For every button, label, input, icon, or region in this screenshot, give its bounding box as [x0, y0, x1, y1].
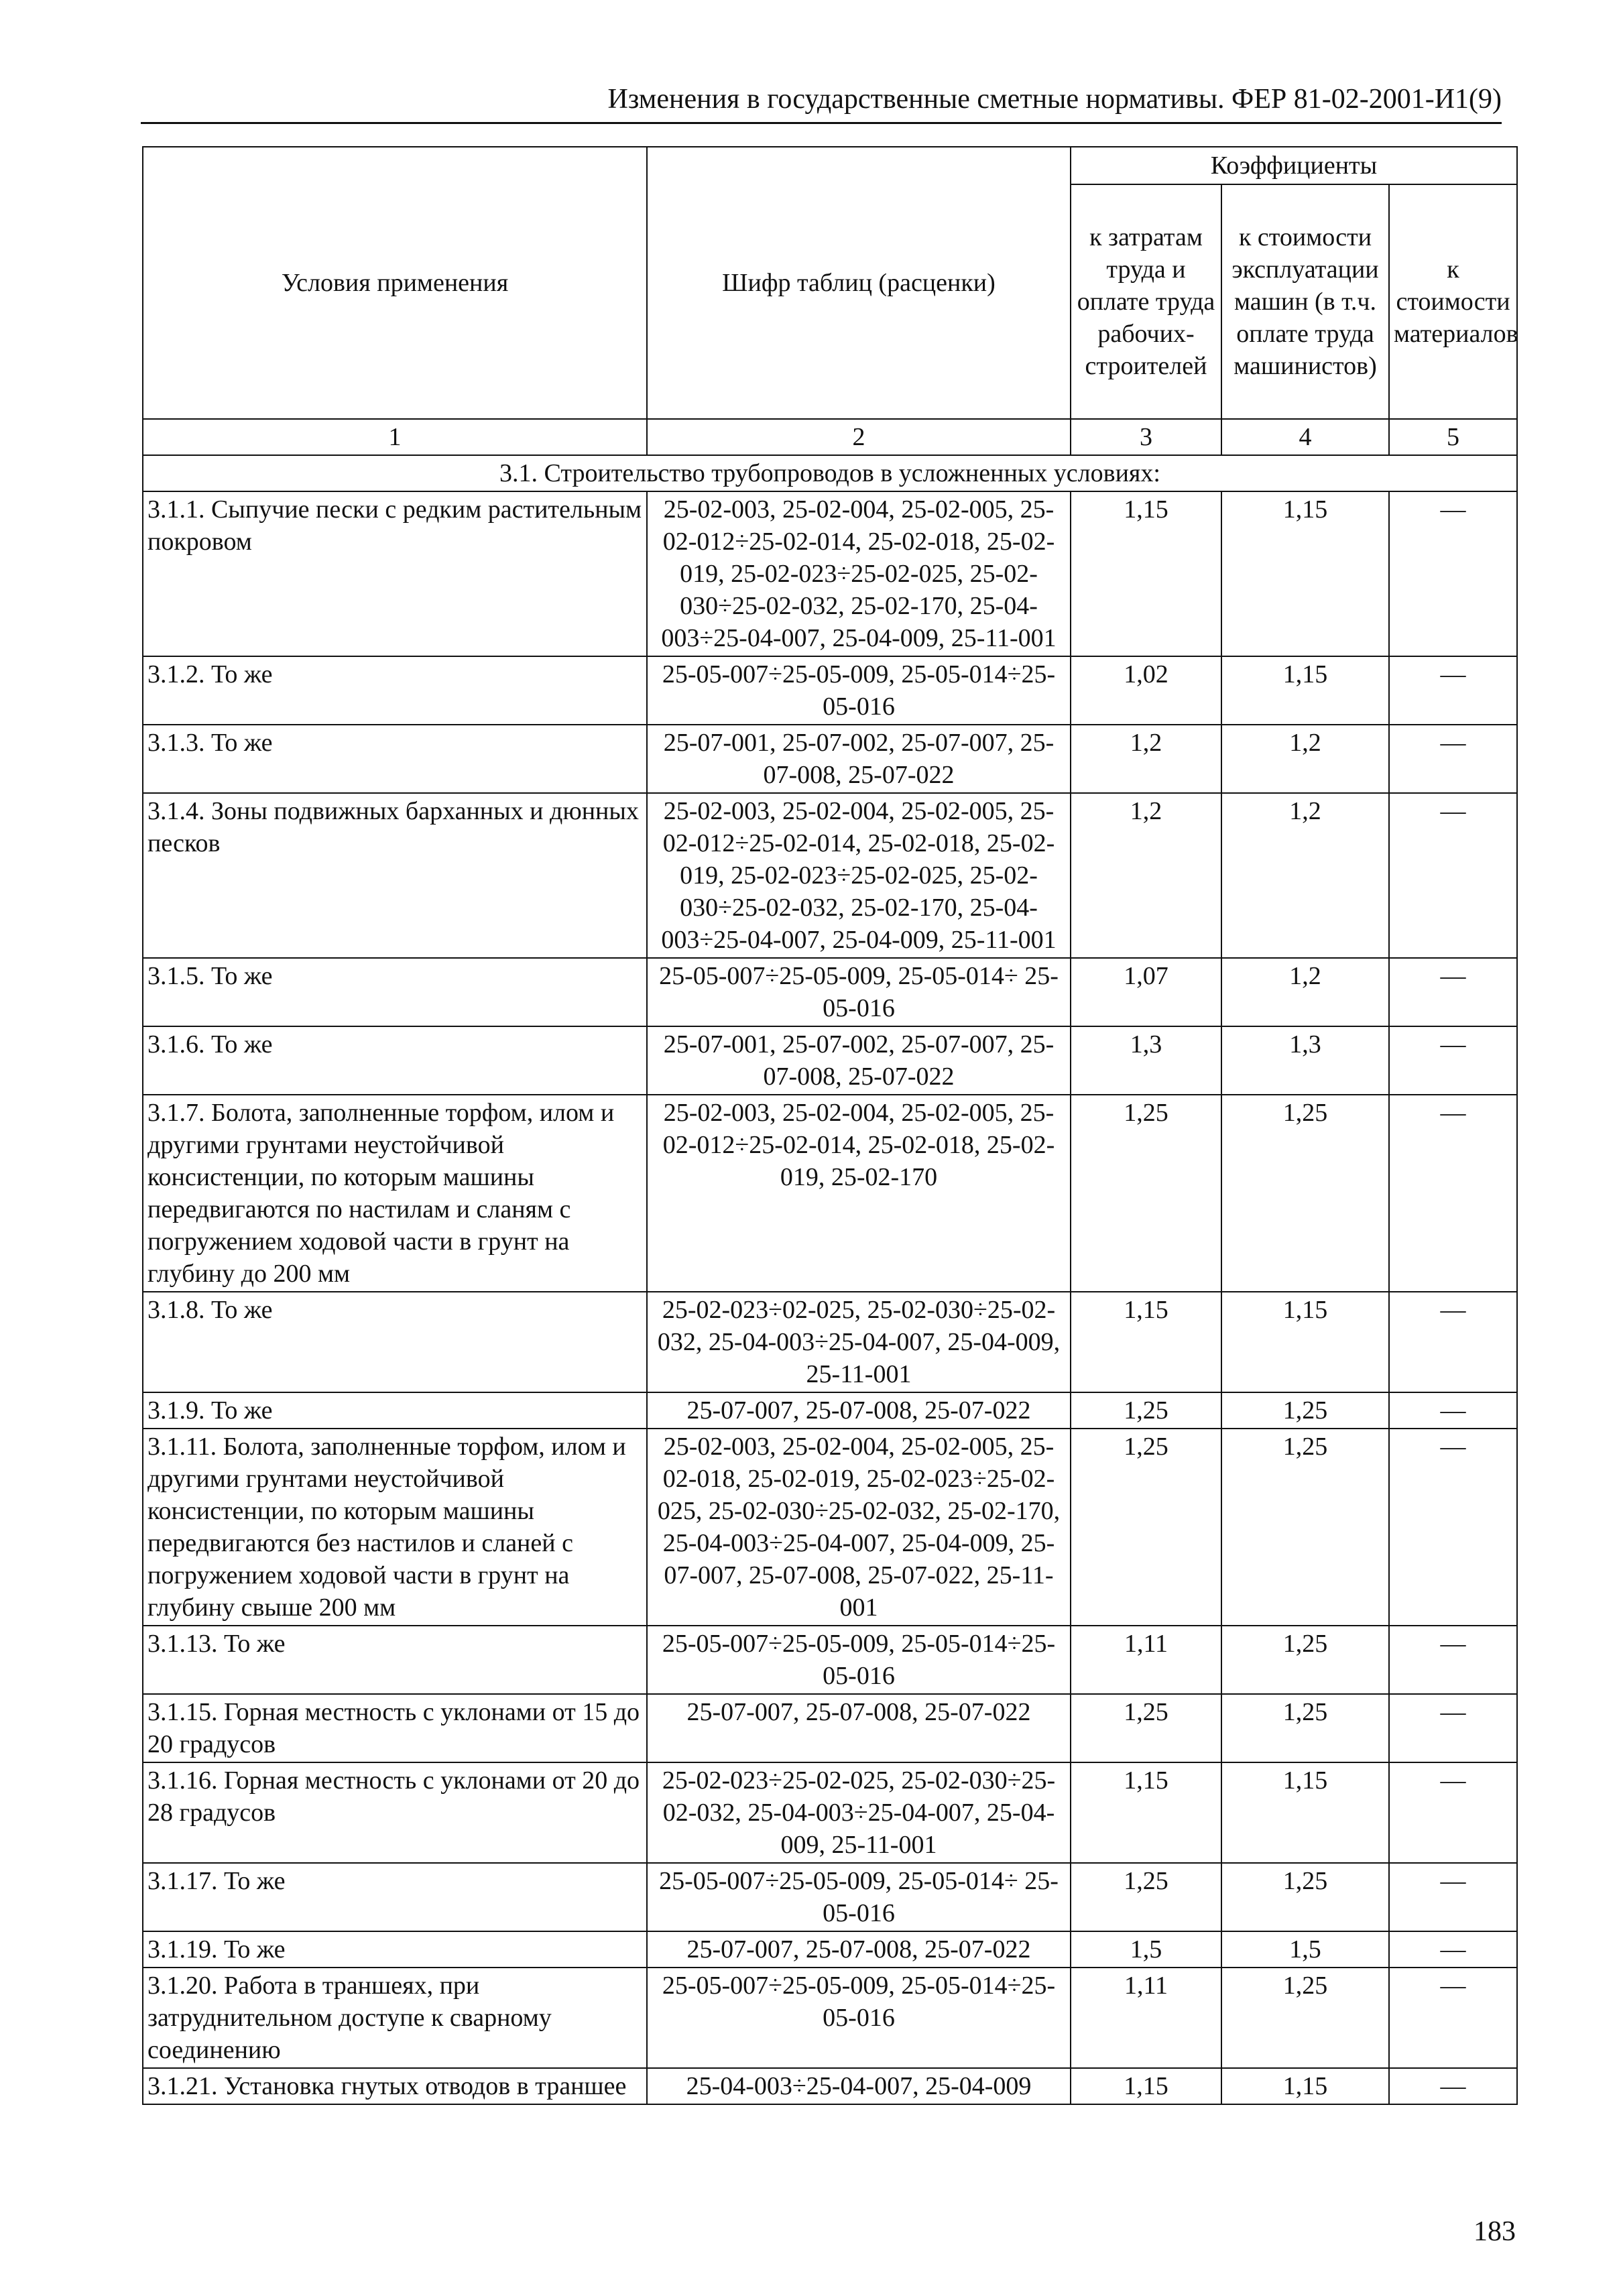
machines-coef-cell: 1,15 [1221, 491, 1389, 656]
code-cell: 25-02-003, 25-02-004, 25-02-005, 25-02-012÷25-02-014, 25-02-018, 25-02-019, 25-02-023÷25-02-025, 25-02-030÷25-02-032, 25-02-170, 25-04-003÷25-04-007, 25-04-009, 25-11-001 [647, 793, 1071, 958]
machines-coef-cell: 1,2 [1221, 725, 1389, 793]
code-cell: 25-02-003, 25-02-004, 25-02-005, 25-02-012÷25-02-014, 25-02-018, 25-02-019, 25-02-170 [647, 1095, 1071, 1292]
code-cell: 25-02-023÷02-025, 25-02-030÷25-02-032, 25-04-003÷25-04-007, 25-04-009, 25-11-001 [647, 1292, 1071, 1392]
column-number: 1 [143, 419, 647, 455]
labor-coef-cell: 1,25 [1071, 1863, 1221, 1931]
labor-coef-cell: 1,2 [1071, 725, 1221, 793]
table-row [143, 958, 1517, 1026]
table-row [143, 1931, 1517, 1968]
machines-coef-cell: 1,25 [1221, 1863, 1389, 1931]
condition-cell: 3.1.17. То же [143, 1863, 647, 1931]
labor-coef-cell: 1,25 [1071, 1429, 1221, 1626]
table-row [143, 1762, 1517, 1863]
table-row [143, 1694, 1517, 1762]
materials-coef-cell: — [1389, 725, 1517, 793]
header-labor-coef: к затратам труда и оплате труда рабочих-строителей [1071, 184, 1221, 419]
labor-coef-cell: 1,15 [1071, 491, 1221, 656]
condition-cell: 3.1.19. То же [143, 1931, 647, 1968]
labor-coef-cell: 1,11 [1071, 1626, 1221, 1694]
table-row [143, 491, 1517, 656]
table-row [143, 1968, 1517, 2068]
labor-coef-cell: 1,15 [1071, 1292, 1221, 1392]
code-cell: 25-07-001, 25-07-002, 25-07-007, 25-07-008, 25-07-022 [647, 725, 1071, 793]
machines-coef-cell: 1,25 [1221, 1095, 1389, 1292]
materials-coef-cell: — [1389, 1026, 1517, 1095]
labor-coef-cell: 1,07 [1071, 958, 1221, 1026]
labor-coef-cell: 1,25 [1071, 1095, 1221, 1292]
machines-coef-cell: 1,5 [1221, 1931, 1389, 1968]
table-row [143, 656, 1517, 725]
column-number: 4 [1221, 419, 1389, 455]
table-row [143, 1292, 1517, 1392]
code-cell: 25-05-007÷25-05-009, 25-05-014÷25-05-016 [647, 1626, 1071, 1694]
materials-coef-cell: — [1389, 1095, 1517, 1292]
table-row [143, 1095, 1517, 1292]
column-number: 5 [1389, 419, 1517, 455]
header-materials-coef: к стоимости материалов [1389, 184, 1517, 419]
labor-coef-cell: 1,02 [1071, 656, 1221, 725]
machines-coef-cell: 1,2 [1221, 793, 1389, 958]
labor-coef-cell: 1,5 [1071, 1931, 1221, 1968]
condition-cell: 3.1.4. Зоны подвижных барханных и дюнных песков [143, 793, 647, 958]
header-title: Изменения в государственные сметные нормативы. ФЕР 81-02-2001-И1(9) [607, 84, 1502, 115]
machines-coef-cell: 1,15 [1221, 1292, 1389, 1392]
machines-coef-cell: 1,15 [1221, 1762, 1389, 1863]
table-row [143, 2068, 1517, 2104]
code-cell: 25-05-007÷25-05-009, 25-05-014÷25-05-016 [647, 656, 1071, 725]
code-cell: 25-05-007÷25-05-009, 25-05-014÷ 25-05-016 [647, 958, 1071, 1026]
machines-coef-cell: 1,25 [1221, 1429, 1389, 1626]
condition-cell: 3.1.7. Болота, заполненные торфом, илом и другими грунтами неустойчивой консистенции, по которым машины передвигаются по настилам и сланям с погружением ходовой части в грунт на глубину до 200 мм [143, 1095, 647, 1292]
header-coefficients: Коэффициенты [1071, 147, 1517, 184]
materials-coef-cell: — [1389, 1931, 1517, 1968]
materials-coef-cell: — [1389, 491, 1517, 656]
table-row [143, 793, 1517, 958]
code-cell: 25-07-007, 25-07-008, 25-07-022 [647, 1931, 1071, 1968]
code-cell: 25-07-001, 25-07-002, 25-07-007, 25-07-008, 25-07-022 [647, 1026, 1071, 1095]
table-row [143, 1026, 1517, 1095]
code-cell: 25-02-003, 25-02-004, 25-02-005, 25-02-018, 25-02-019, 25-02-023÷25-02-025, 25-02-030÷25-02-032, 25-02-170, 25-04-003÷25-04-007, 25-04-009, 25-07-007, 25-07-008, 25-07-022, 25-11-001 [647, 1429, 1071, 1626]
materials-coef-cell: — [1389, 958, 1517, 1026]
table-row [143, 1863, 1517, 1931]
machines-coef-cell: 1,25 [1221, 1968, 1389, 2068]
header-codes: Шифр таблиц (расценки) [647, 147, 1071, 419]
labor-coef-cell: 1,25 [1071, 1392, 1221, 1429]
condition-cell: 3.1.11. Болота, заполненные торфом, илом и другими грунтами неустойчивой консистенции, по которым машины передвигаются без настилов и сланей с погружением ходовой части в грунт на глубину свыше 200 мм [143, 1429, 647, 1626]
table-row [143, 1429, 1517, 1626]
condition-cell: 3.1.9. То же [143, 1392, 647, 1429]
code-cell: 25-04-003÷25-04-007, 25-04-009 [647, 2068, 1071, 2104]
condition-cell: 3.1.13. То же [143, 1626, 647, 1694]
machines-coef-cell: 1,15 [1221, 2068, 1389, 2104]
machines-coef-cell: 1,25 [1221, 1694, 1389, 1762]
header-conditions: Условия применения [143, 147, 647, 419]
column-number: 2 [647, 419, 1071, 455]
condition-cell: 3.1.8. То же [143, 1292, 647, 1392]
labor-coef-cell: 1,2 [1071, 793, 1221, 958]
materials-coef-cell: — [1389, 656, 1517, 725]
labor-coef-cell: 1,11 [1071, 1968, 1221, 2068]
condition-cell: 3.1.20. Работа в траншеях, при затруднительном доступе к сварному соединению [143, 1968, 647, 2068]
table-row [143, 1392, 1517, 1429]
coefficients-table [142, 146, 1518, 2105]
materials-coef-cell: — [1389, 1392, 1517, 1429]
page-number: 183 [1474, 2216, 1516, 2247]
materials-coef-cell: — [1389, 1762, 1517, 1863]
table-row [143, 725, 1517, 793]
machines-coef-cell: 1,15 [1221, 656, 1389, 725]
code-cell: 25-07-007, 25-07-008, 25-07-022 [647, 1392, 1071, 1429]
materials-coef-cell: — [1389, 1694, 1517, 1762]
condition-cell: 3.1.1. Сыпучие пески с редким растительным покровом [143, 491, 647, 656]
materials-coef-cell: — [1389, 2068, 1517, 2104]
code-cell: 25-05-007÷25-05-009, 25-05-014÷ 25-05-016 [647, 1863, 1071, 1931]
materials-coef-cell: — [1389, 793, 1517, 958]
machines-coef-cell: 1,3 [1221, 1026, 1389, 1095]
code-cell: 25-02-003, 25-02-004, 25-02-005, 25-02-012÷25-02-014, 25-02-018, 25-02-019, 25-02-023÷25-02-025, 25-02-030÷25-02-032, 25-02-170, 25-04-003÷25-04-007, 25-04-009, 25-11-001 [647, 491, 1071, 656]
machines-coef-cell: 1,25 [1221, 1392, 1389, 1429]
machines-coef-cell: 1,25 [1221, 1626, 1389, 1694]
condition-cell: 3.1.3. То же [143, 725, 647, 793]
machines-coef-cell: 1,2 [1221, 958, 1389, 1026]
header-machines-coef: к стоимости эксплуатации машин (в т.ч. оплате труда машинистов) [1221, 184, 1389, 419]
code-cell: 25-07-007, 25-07-008, 25-07-022 [647, 1694, 1071, 1762]
materials-coef-cell: — [1389, 1863, 1517, 1931]
section-title: 3.1. Строительство трубопроводов в усложненных условиях: [143, 455, 1517, 491]
condition-cell: 3.1.15. Горная местность с уклонами от 15 до 20 градусов [143, 1694, 647, 1762]
labor-coef-cell: 1,15 [1071, 1762, 1221, 1863]
code-cell: 25-05-007÷25-05-009, 25-05-014÷25-05-016 [647, 1968, 1071, 2068]
materials-coef-cell: — [1389, 1429, 1517, 1626]
materials-coef-cell: — [1389, 1292, 1517, 1392]
labor-coef-cell: 1,15 [1071, 2068, 1221, 2104]
code-cell: 25-02-023÷25-02-025, 25-02-030÷25-02-032, 25-04-003÷25-04-007, 25-04-009, 25-11-001 [647, 1762, 1071, 1863]
condition-cell: 3.1.6. То же [143, 1026, 647, 1095]
table-row [143, 1626, 1517, 1694]
page-header [141, 79, 1502, 124]
condition-cell: 3.1.2. То же [143, 656, 647, 725]
condition-cell: 3.1.21. Установка гнутых отводов в траншее [143, 2068, 647, 2104]
materials-coef-cell: — [1389, 1968, 1517, 2068]
column-number: 3 [1071, 419, 1221, 455]
labor-coef-cell: 1,25 [1071, 1694, 1221, 1762]
condition-cell: 3.1.5. То же [143, 958, 647, 1026]
condition-cell: 3.1.16. Горная местность с уклонами от 20 до 28 градусов [143, 1762, 647, 1863]
labor-coef-cell: 1,3 [1071, 1026, 1221, 1095]
materials-coef-cell: — [1389, 1626, 1517, 1694]
